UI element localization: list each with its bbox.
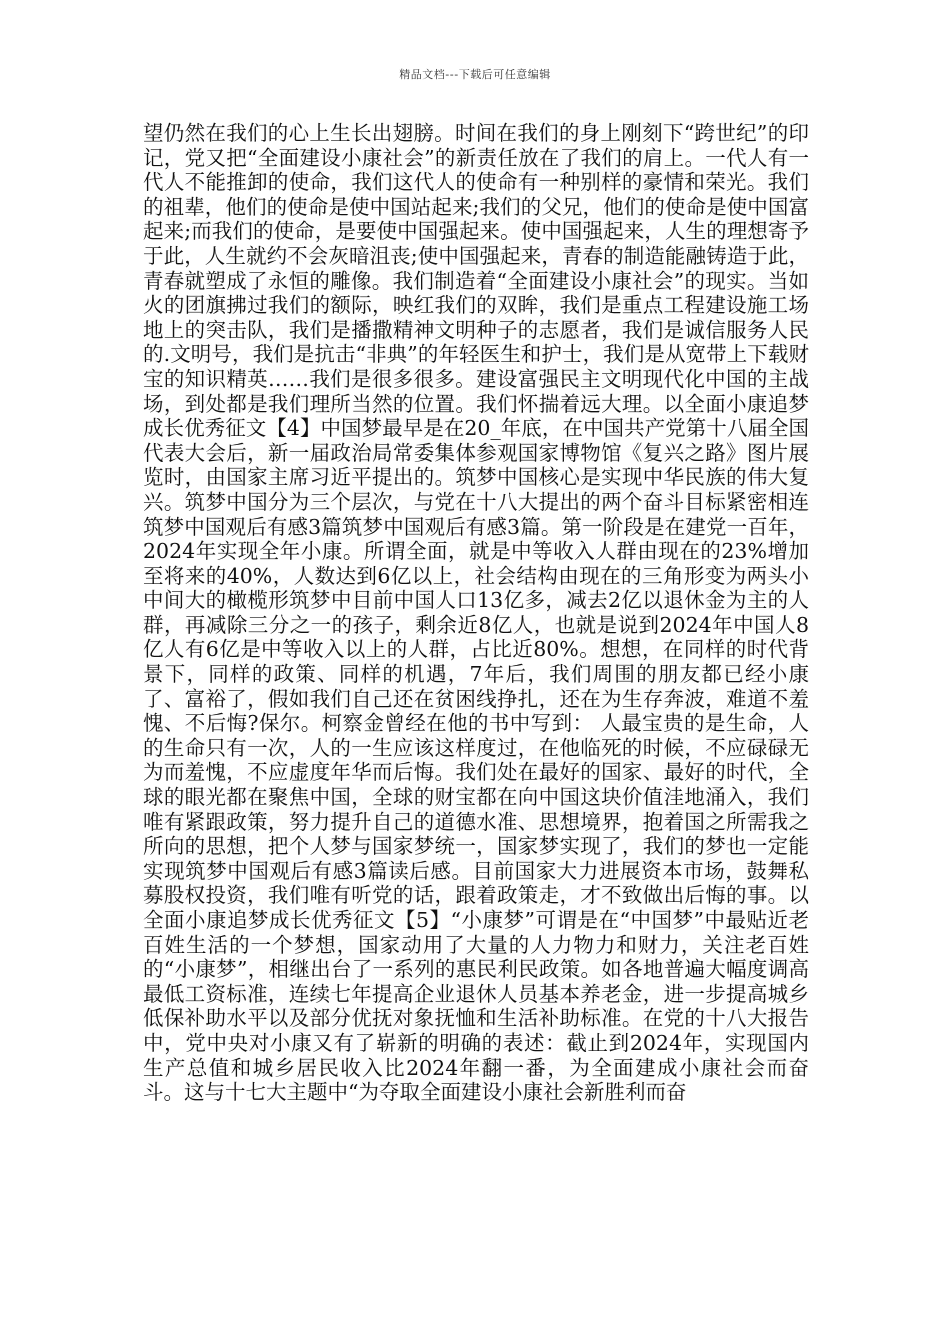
page-header: 精品文档---下载后可任意编辑	[399, 68, 551, 81]
body-paragraph: 望仍然在我们的心上生长出翅膀。时间在我们的身上刚刻下“跨世纪”的印记，党又把“全面建设小康社会”的新责任放在了我们的肩上。一代人有一代人不能推卸的使命，我们这代人的使命有一种别样的豪情和荣光。我们的祖辈，他们的使命是使中国站起来;我们的父兄，他们的使命是使中国富起来;而我们的使命，是要使中国强起来。使中国强起来，人生的理想寄予于此，人生就约不会灰暗沮丧;使中国强起来，青春的制造能融铸造于此，青春就塑成了永恒的雕像。我们制造着“全面建设小康社会”的现实。当如火的团旗拂过我们的额际，映红我们的双眸，我们是重点工程建设施工场地上的突击队，我们是播撒精神文明种子的志愿者，我们是诚信服务人民的.文明号，我们是抗击“非典”的年轻医生和护士，我们是从宽带上下载财宝的知识精英……我们是很多很多。建设富强民主文明现代化中国的主战场，到处都是我们理所当然的位置。我们怀揣着远大理。以全面小康追梦成长优秀征文【4】中国梦最早是在20_年底，在中国共产党第十八届全国代表大会后，新一届政治局常委集体参观国家博物馆《复兴之路》图片展览时，由国家主席习近平提出的。筑梦中国核心是实现中华民族的伟大复兴。筑梦中国分为三个层次，与党在十八大提出的两个奋斗目标紧密相连筑梦中国观后有感3篇筑梦中国观后有感3篇。第一阶段是在建党一百年，2024年实现全年小康。所谓全面，就是中等收入人群由现在的23%增加至将来的40%，人数达到6亿以上，社会结构由现在的三角形变为两头小中间大的橄榄形筑梦中目前中国人口13亿多，减去2亿以退休金为主的人群，再减除三分之一的孩子，剩余近8亿人，也就是说到2024年中国人8亿人有6亿是中等收入以上的人群，占比近80%。想想，在同样的时代背景下，同样的政策、同样的机遇，7年后，我们周围的朋友都已经小康了、富裕了，假如我们自己还在贫困线挣扎，还在为生存奔波，难道不羞愧、不后悔?保尔。柯察金曾经在他的书中写到： 人最宝贵的是生命，人的生命只有一次，人的一生应该这样度过，在他临死的时候，不应碌碌无为而羞愧，不应虚度年华而后悔。我们处在最好的国家、最好的时代，全球的眼光都在聚焦中国，全球的财宝都在向中国这块价值洼地涌入，我们唯有紧跟政策，努力提升自己的道德水准、思想境界，抱着国之所需我之所向的思想，把个人梦与国家梦统一，国家梦实现了，我们的梦也一定能实现筑梦中国观后有感3篇读后感。目前国家大力进展资本市场，鼓舞私募股权投资，我们唯有听党的话，跟着政策走，才不致做出后悔的事。以全面小康追梦成长优秀征文【5】“小康梦”可谓是在“中国梦”中最贴近老百姓生活的一个梦想，国家动用了大量的人力物力和财力，关注老百姓的“小康梦”，相继出台了一系列的惠民利民政策。如各地普遍大幅度调高最低工资标准，连续七年提高企业退休人员基本养老金，进一步提高城乡低保补助水平以及部分优抚对象抚恤和生活补助标准。在党的十八大报告中，党中央对小康又有了崭新的明确的表述：截止到2024年，实现国内生产总值和城乡居民收入比2024年翻一番，为全面建成小康社会而奋斗。这与十七大主题中“为夺取全面建设小康社会新胜利而奋	[143, 121, 809, 1105]
